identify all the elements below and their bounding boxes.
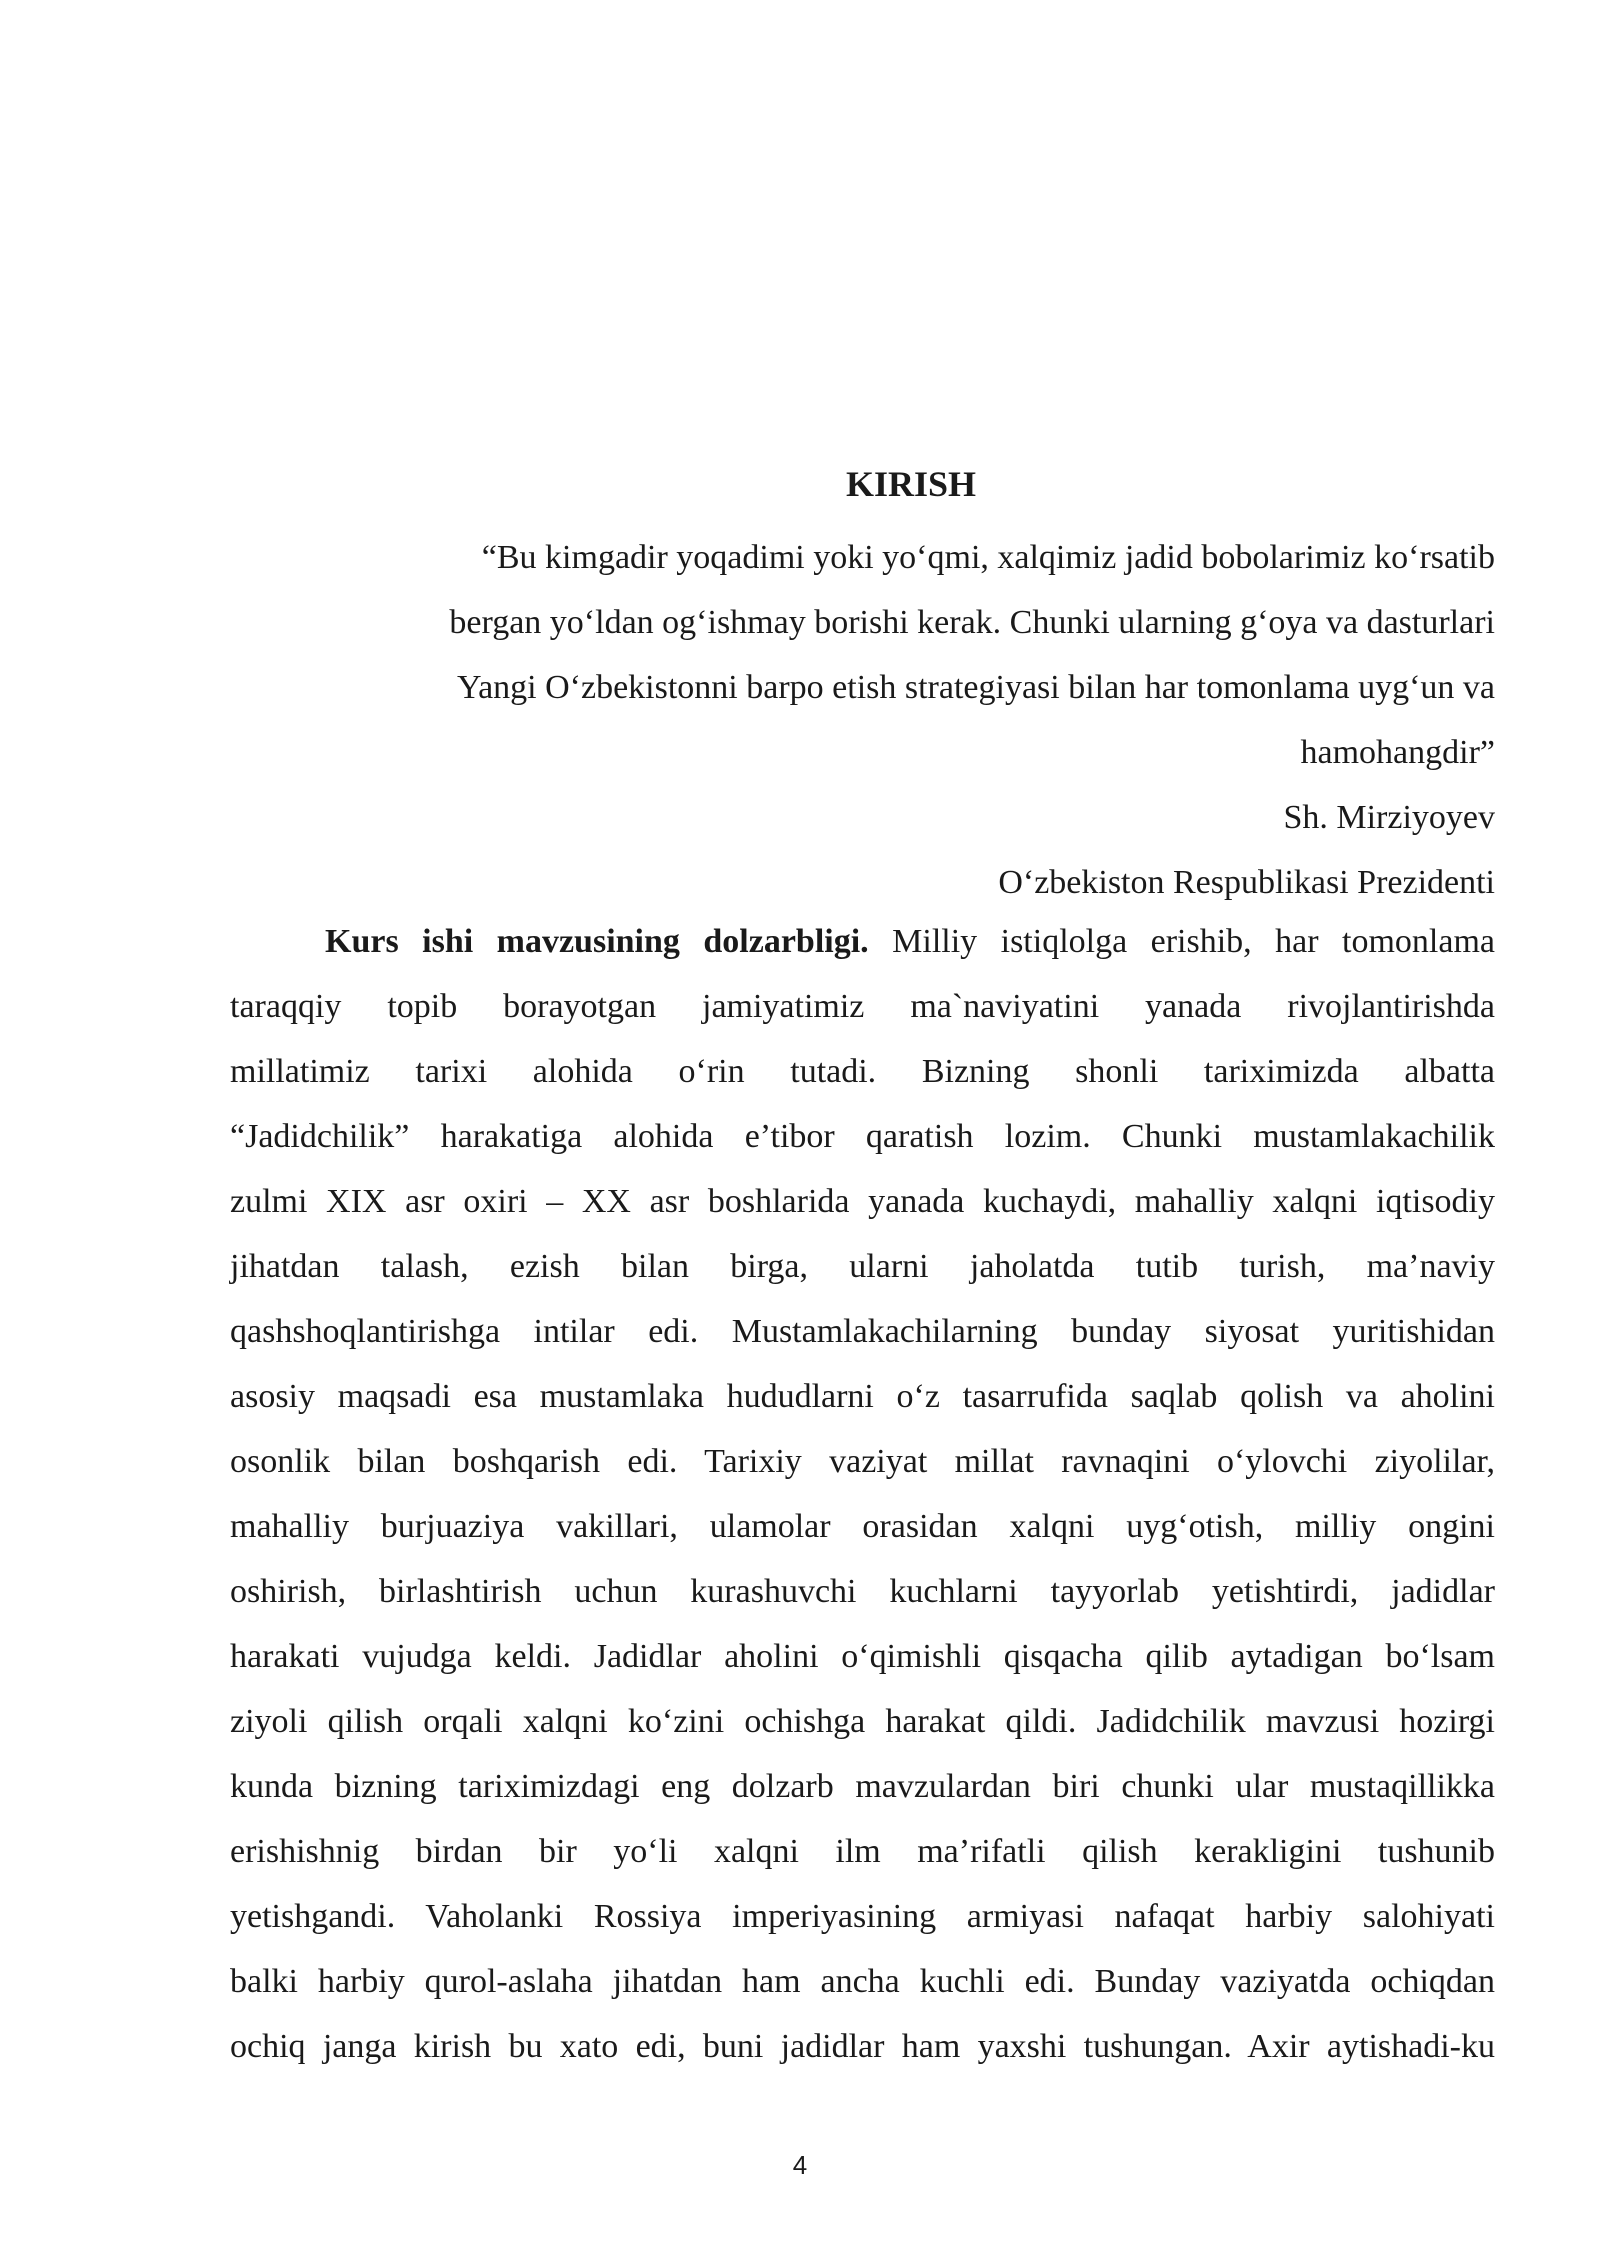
title-text: KIRISH [845,464,977,504]
paragraph-line: asosiy maqsadi esa mustamlaka hududlarni o‘z tasarrufida saqlab qolish va aholini [230,1378,1495,1415]
paragraph-line: kunda bizning tariximizdagi eng dolzarb mavzulardan biri chunki ular mustaqillikka [230,1768,1495,1805]
paragraph-line: ochiq janga kirish bu xato edi, buni jadidlar ham yaxshi tushungan. Axir aytishadi-ku [230,2028,1495,2065]
paragraph-line: erishishnig birdan bir yo‘li xalqni ilm ma’rifatli qilish kerakligini tushunib [230,1833,1495,1870]
paragraph-line: taraqqiy topib borayotgan jamiyatimiz ma`naviyatini yanada rivojlantirishda [230,988,1495,1025]
epigraph-author-title: O‘zbekiston Respublikasi Prezidenti [998,864,1495,901]
epigraph-line: Yangi O‘zbekistonni barpo etish strategiyasi bilan har tomonlama uyg‘un va [456,669,1495,706]
page-number: 4 [792,2150,808,2180]
body-paragraph [230,909,1495,2079]
paragraph-line: harakati vujudga keldi. Jadidlar aholini o‘qimishli qisqacha qilib aytadigan bo‘lsam [230,1638,1495,1675]
paragraph-line: ziyoli qilish orqali xalqni ko‘zini ochishga harakat qildi. Jadidchilik mavzusi hozirgi [230,1703,1495,1740]
paragraph-line: zulmi XIX asr oxiri – XX asr boshlarida yanada kuchaydi, mahalliy xalqni iqtisodiy [230,1183,1495,1220]
epigraph-line: bergan yo‘ldan og‘ishmay borishi kerak. Chunki ularning g‘oya va dasturlari [449,604,1495,641]
epigraph-line: hamohangdir” [1300,734,1495,771]
paragraph-line: qashshoqlantirishga intilar edi. Mustamlakachilarning bunday siyosat yuritishidan [230,1313,1495,1350]
paragraph-first-line [230,909,1495,974]
section-heading: Kurs ishi mavzusining dolzarbligi. [325,923,869,960]
paragraph-line: osonlik bilan boshqarish edi. Tarixiy vaziyat millat ravnaqini o‘ylovchi ziyolilar, [230,1443,1495,1480]
epigraph [325,525,1495,915]
paragraph-line: mahalliy burjuaziya vakillari, ulamolar orasidan xalqni uyg‘otish, milliy ongini [230,1508,1495,1545]
paragraph-line: oshirish, birlashtirish uchun kurashuvchi kuchlarni tayyorlab yetishtirdi, jadidlar [230,1573,1495,1610]
page-title [0,462,1600,506]
paragraph-line: yetishgandi. Vaholanki Rossiya imperiyasining armiyasi nafaqat harbiy salohiyati [230,1898,1495,1935]
paragraph-line: “Jadidchilik” harakatiga alohida e’tibor qaratish lozim. Chunki mustamlakachilik [230,1118,1495,1155]
epigraph-author: Sh. Mirziyoyev [1283,799,1495,836]
paragraph-line: millatimiz tarixi alohida o‘rin tutadi. Bizning shonli tariximizda albatta [230,1053,1495,1090]
epigraph-line: “Bu kimgadir yoqadimi yoki yo‘qmi, xalqimiz jadid bobolarimiz ko‘rsatib [481,539,1495,576]
paragraph-line: balki harbiy qurol-aslaha jihatdan ham ancha kuchli edi. Bunday vaziyatda ochiqdan [230,1963,1495,2000]
paragraph-line: jihatdan talash, ezish bilan birga, ularni jaholatda tutib turish, ma’naviy [230,1248,1495,1285]
paragraph-text: Milliy istiqlolga erishib, har tomonlama [868,923,1495,960]
